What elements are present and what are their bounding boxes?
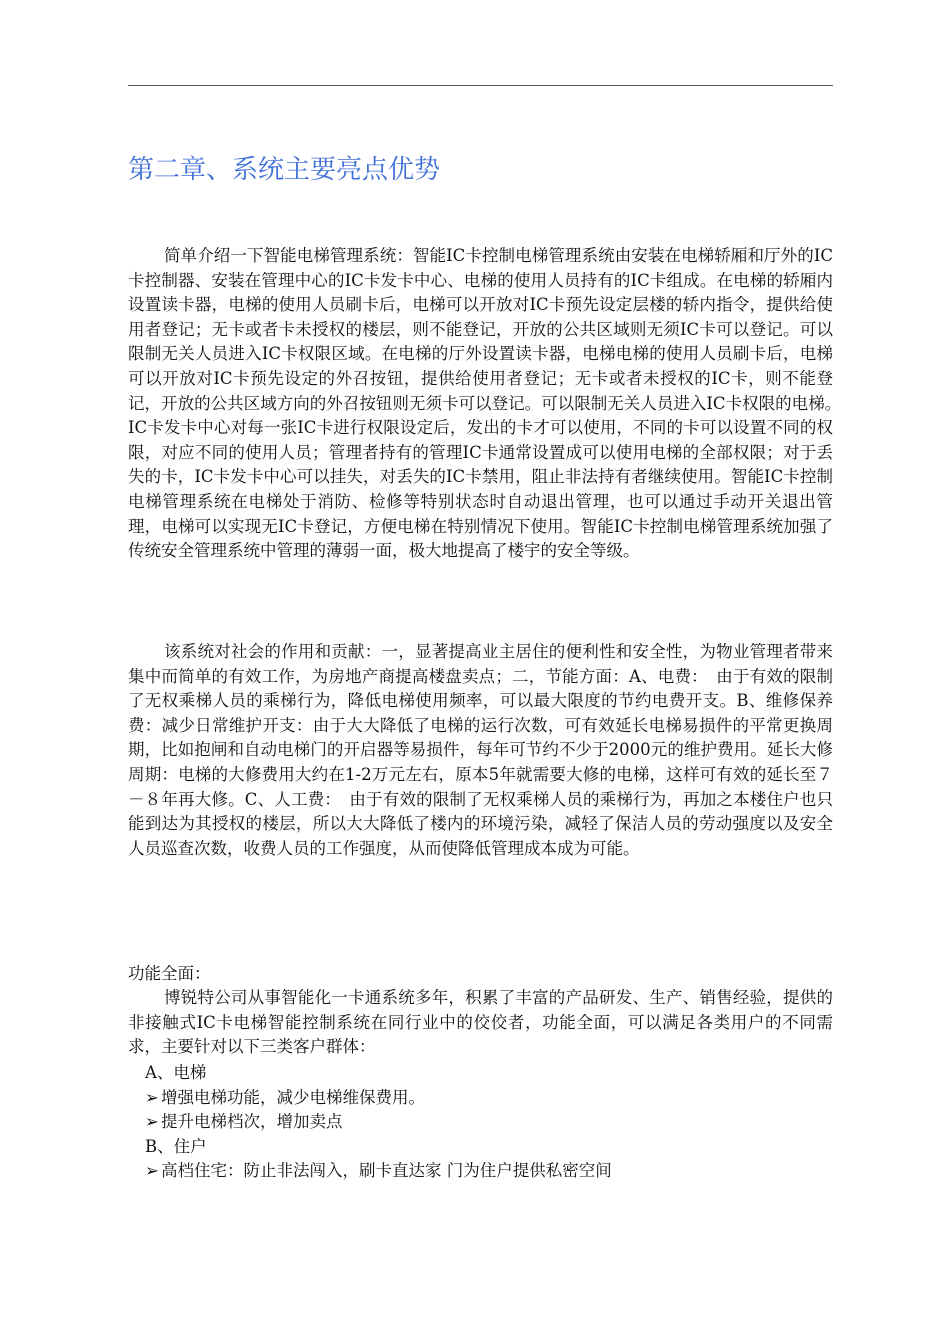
customer-group-list	[145, 1061, 612, 1184]
header-rule	[128, 85, 833, 86]
function-label: 功能全面：	[128, 964, 211, 983]
list-item-text: 增强电梯功能，减少电梯维保费用。	[161, 1087, 425, 1107]
list-item	[145, 1086, 612, 1111]
arrow-bullet-icon: ➢	[145, 1161, 159, 1181]
list-item	[145, 1159, 612, 1184]
contribution-paragraph: 该系统对社会的作用和贡献：一，显著提高业主居住的便利性和安全性，为物业管理者带来集中而简单的有效工作，为房地产商提高楼盘卖点；二，节能方面：A、电费： 由于有效的限制了无权乘梯人员的乘梯行为，降低电梯使用频率，可以最大限度的节约电费开支。B、维修保养费：减少日常维护开支：由于大大降低了电梯的运行次数，可有效延长电梯易损件的平常更换周期，比如抱闸和自动电梯门的开启器等易损件，每年可节约不少于2000元的维护费用。延长大修周期：电梯的大修费用大约在1-2万元左右，原本5年就需要大修的电梯，这样可有效的延长至７－８年再大修。C、人工费： 由于有效的限制了无权乘梯人员的乘梯行为，再加之本楼住户也只能到达为其授权的楼层，所以大大降低了楼内的环境污染，减轻了保洁人员的劳动强度以及安全人员巡查次数，收费人员的工作强度，从而使降低管理成本成为可能。	[128, 642, 833, 858]
intro-paragraph: 简单介绍一下智能电梯管理系统：智能IC卡控制电梯管理系统由安装在电梯轿厢和厅外的IC卡控制器、安装在管理中心的IC卡发卡中心、电梯的使用人员持有的IC卡组成。在电梯的轿厢内设置读卡器，电梯的使用人员刷卡后，电梯可以开放对IC卡预先设定层楼的轿内指令，提供给使用者登记；无卡或者卡未授权的楼层，则不能登记，开放的公共区域则无须IC卡可以登记。可以限制无关人员进入IC卡权限区域。在电梯的厅外设置读卡器，电梯电梯的使用人员刷卡后，电梯可以开放对IC卡预先设定的外召按钮，提供给使用者登记；无卡或者未授权的IC卡，则不能登记，开放的公共区域方向的外召按钮则无须卡可以登记。可以限制无关人员进入IC卡权限的电梯。 IC卡发卡中心对每一张IC卡进行权限设定后，发出的卡才可以使用，不同的卡可以设置不同的权限，对应不同的使用人员；管理者持有的管理IC卡通常设置成可以使用电梯的全部权限；对于丢失的卡，IC卡发卡中心可以挂失，对丢失的IC卡禁用，阻止非法持有者继续使用。智能IC卡控制电梯管理系统在电梯处于消防、检修等特别状态时自动退出管理，也可以通过手动开关退出管理，电梯可以实现无IC卡登记，方便电梯在特别情况下使用。智能IC卡控制电梯管理系统加强了传统安全管理系统中管理的薄弱一面，极大地提高了楼宇的安全等级。	[128, 246, 850, 561]
list-item-text: 提升电梯档次，增加卖点	[161, 1112, 343, 1132]
group-heading-elevator: A、电梯	[145, 1063, 207, 1082]
list-item-text: 高档住宅：防止非法闯入，刷卡直达家 门为住户提供私密空间	[161, 1161, 612, 1181]
list-item	[145, 1110, 612, 1135]
function-paragraph: 博锐特公司从事智能化一卡通系统多年，积累了丰富的产品研发、生产、销售经验，提供的非接触式IC卡电梯智能控制系统在同行业中的佼佼者，功能全面，可以满足各类用户的不同需求，主要针对以下三类客户群体：	[128, 988, 833, 1057]
arrow-bullet-icon: ➢	[145, 1112, 159, 1132]
chapter-title: 第二章、系统主要亮点优势	[128, 155, 441, 185]
group-heading-resident: B、住户	[145, 1136, 207, 1156]
arrow-bullet-icon: ➢	[145, 1087, 159, 1107]
